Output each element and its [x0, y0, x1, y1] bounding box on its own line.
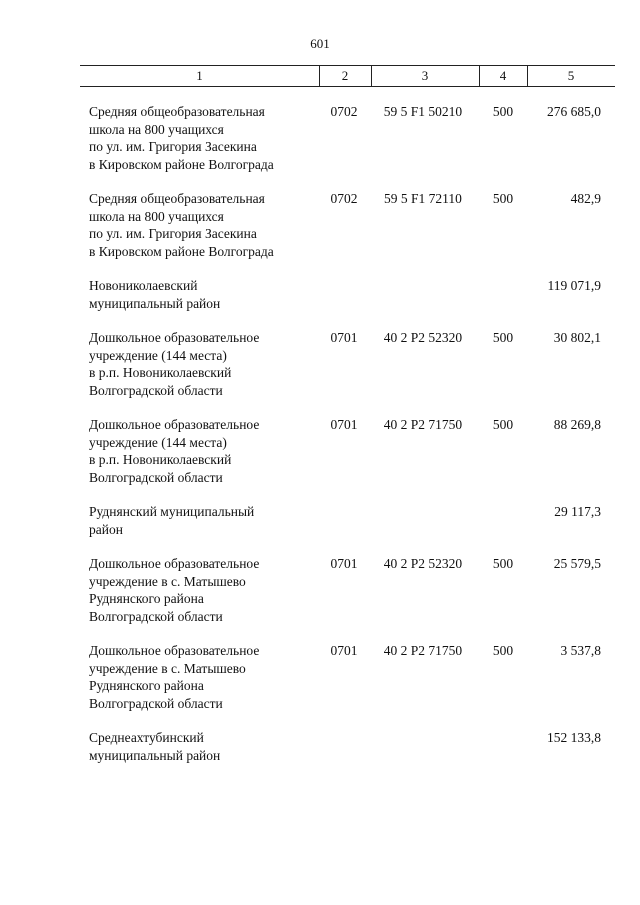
row-amount: 3 537,8: [560, 643, 601, 658]
row-name: Дошкольное образовательное учреждение (144 места) в р.п. Новониколаевский Волгоградской области: [89, 417, 260, 485]
row-amount: 30 802,1: [553, 330, 601, 345]
header-col-3: 3: [371, 66, 480, 86]
row-section-code: 0701: [330, 556, 358, 571]
row-amount: 25 579,5: [553, 556, 601, 571]
row-target-code: 40 2 P2 71750: [383, 417, 463, 432]
row-expense-type: 500: [492, 104, 514, 119]
row-name: Новониколаевский муниципальный район: [89, 278, 221, 311]
header-col-2: 2: [319, 66, 372, 86]
row-section-code: 0702: [330, 191, 358, 206]
header-col-1: 1: [80, 66, 320, 86]
row-amount: 152 133,8: [547, 730, 601, 745]
table-header: [80, 65, 615, 87]
row-amount: 88 269,8: [553, 417, 601, 432]
row-name: Средняя общеобразовательная школа на 800 учащихся по ул. им. Григория Засекина в Кировском районе Волгограда: [89, 104, 274, 172]
row-name: Среднеахтубинский муниципальный район: [89, 730, 221, 763]
row-amount: 276 685,0: [547, 104, 601, 119]
row-name: Дошкольное образовательное учреждение (144 места) в р.п. Новониколаевский Волгоградской области: [89, 330, 260, 398]
row-section-code: 0701: [330, 643, 358, 658]
row-expense-type: 500: [492, 643, 514, 658]
header-col-5: 5: [567, 68, 575, 83]
header-col-4: 4: [479, 66, 528, 86]
row-amount: 482,9: [570, 191, 601, 206]
row-target-code: 59 5 F1 50210: [383, 104, 463, 119]
row-expense-type: 500: [492, 330, 514, 345]
row-target-code: 40 2 P2 52320: [383, 556, 463, 571]
row-amount: 119 071,9: [547, 278, 601, 293]
row-section-code: 0701: [330, 330, 358, 345]
row-name: Дошкольное образовательное учреждение в с. Матышево Руднянского района Волгоградской области: [89, 556, 260, 624]
row-target-code: 40 2 P2 71750: [383, 643, 463, 658]
row-target-code: 40 2 P2 52320: [383, 330, 463, 345]
row-target-code: 59 5 F1 72110: [384, 191, 462, 206]
row-name: Дошкольное образовательное учреждение в с. Матышево Руднянского района Волгоградской области: [89, 643, 260, 711]
row-expense-type: 500: [492, 191, 514, 206]
row-expense-type: 500: [492, 556, 514, 571]
row-section-code: 0702: [330, 104, 358, 119]
page-number: 601: [310, 36, 330, 51]
row-name: Руднянский муниципальный район: [89, 504, 255, 537]
row-name: Средняя общеобразовательная школа на 800 учащихся по ул. им. Григория Засекина в Кировском районе Волгограда: [89, 191, 274, 259]
row-expense-type: 500: [492, 417, 514, 432]
row-section-code: 0701: [330, 417, 358, 432]
row-amount: 29 117,3: [554, 504, 601, 519]
